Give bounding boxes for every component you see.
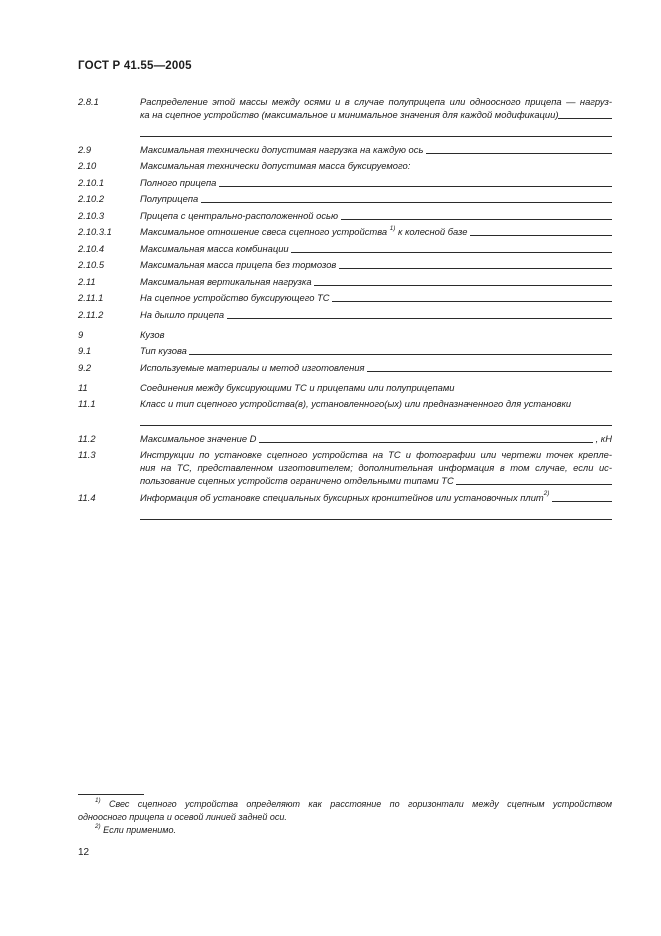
item-text-line: Инструкции по установке сцепного устройства на ТС и фотографии или чертежи точек крепле- <box>140 449 612 460</box>
item-text: Максимальное значение D <box>140 432 260 444</box>
item-number: 2.11.1 <box>78 292 104 303</box>
item-text-line: Распределение этой массы между осями и в случае полуприцепа или одноосного прицепа — нагруз- <box>140 96 612 107</box>
form-item-2.9 <box>78 143 612 156</box>
item-body <box>140 397 612 428</box>
item-body <box>140 381 612 394</box>
item-body <box>140 242 612 255</box>
item-body <box>140 258 612 271</box>
blank-underline <box>426 143 612 154</box>
item-text: Тип кузова <box>140 345 190 356</box>
item-number: 9 <box>78 328 84 340</box>
item-number: 2.10.2 <box>78 193 105 204</box>
item-number: 2.10.1 <box>78 176 105 188</box>
form-item-2.10.2 <box>78 192 612 205</box>
page-number: 12 <box>78 847 90 858</box>
item-body <box>140 344 612 357</box>
blank-underline <box>259 432 593 443</box>
item-body <box>140 308 612 321</box>
blank-underline <box>291 242 612 253</box>
item-body <box>140 291 612 304</box>
form-item-2.10.3.1 <box>78 225 612 238</box>
item-text: Информация об установке специальных буксирных кронштейнов или установочных плит$^{2)}$ <box>140 490 550 503</box>
footnote-line: $^{1)}$ Свес сцепного устройства определяют как расстояние по горизонтали между сцепным устройством <box>95 797 612 809</box>
form-item-9.2 <box>78 361 612 374</box>
item-body <box>140 432 612 445</box>
item-text: Полного прицепа <box>140 176 219 188</box>
item-body <box>140 209 612 222</box>
blank-line-full <box>140 410 612 426</box>
form-item-11.4 <box>78 491 612 522</box>
item-text-line: Класс и тип сцепного устройства(в), установленного(ых) или предназначенного для установки <box>140 398 572 409</box>
superscript-ref: 1) <box>95 797 101 804</box>
item-number: 2.10.5 <box>78 259 105 270</box>
item-text-line: ния на ТС, представленном изготовителем; дополнительная информация в том случае, если ис- <box>140 462 612 473</box>
item-body <box>140 328 612 341</box>
item-body <box>140 225 612 238</box>
item-number: 2.10 <box>78 160 97 171</box>
item-number: 11.1 <box>78 398 96 409</box>
item-body <box>140 143 612 156</box>
form-items-list <box>78 95 612 525</box>
form-item-2.11 <box>78 275 612 288</box>
form-item-2.10 <box>78 159 612 172</box>
blank-underline <box>189 344 612 355</box>
footnotes-list <box>78 798 612 837</box>
item-number: 2.10.4 <box>78 242 105 254</box>
item-body <box>140 95 612 139</box>
item-suffix: , кН <box>592 432 612 444</box>
item-number: 9.1 <box>78 345 92 356</box>
document-header: ГОСТ Р 41.55—2005 <box>78 60 192 72</box>
item-body <box>140 159 612 172</box>
superscript-ref: 1) <box>389 224 396 232</box>
item-number: 2.10.3.1 <box>78 226 112 237</box>
blank-underline <box>219 176 612 187</box>
footnote-line: $^{2)}$ Если применимо. <box>95 823 176 835</box>
item-number: 2.9 <box>78 143 92 155</box>
item-text: На сцепное устройство буксирующего ТС <box>140 292 333 303</box>
item-number: 2.11 <box>78 275 96 287</box>
form-item-11.3 <box>78 448 612 487</box>
blank-underline <box>227 308 612 319</box>
item-body <box>140 491 612 522</box>
item-number: 2.10.3 <box>78 209 105 221</box>
item-text: Кузов <box>140 328 165 340</box>
form-item-2.11.2 <box>78 308 612 321</box>
item-text: пользование сцепных устройств ограничено отдельными типами ТС <box>140 475 457 486</box>
blank-underline <box>456 474 612 485</box>
form-item-9.1 <box>78 344 612 357</box>
footnote-divider <box>78 794 144 795</box>
item-text: Прицепа с центрально-расположенной осью <box>140 209 341 221</box>
item-number: 11.3 <box>78 449 96 460</box>
footnotes-section <box>78 794 612 858</box>
item-text: Полуприцепа <box>140 193 201 204</box>
superscript-ref: 2) <box>543 490 550 498</box>
form-item-9 <box>78 328 612 341</box>
form-item-2.10.1 <box>78 176 612 189</box>
item-text: На дышло прицепа <box>140 308 227 320</box>
item-number: 2.8.1 <box>78 96 99 107</box>
item-text: ка на сцепное устройство (максимальное и минимальное значения для каждой модификации) <box>140 109 559 120</box>
blank-underline <box>367 361 612 372</box>
form-item-2.8.1 <box>78 95 612 139</box>
blank-underline <box>314 275 612 286</box>
blank-underline <box>558 108 612 119</box>
item-body <box>140 448 612 487</box>
form-item-2.10.5 <box>78 258 612 271</box>
item-text: Максимальная технически допустимая масса буксируемого: <box>140 160 411 171</box>
blank-underline <box>470 225 612 236</box>
blank-line-full <box>140 504 612 520</box>
superscript-ref: 2) <box>95 823 101 830</box>
blank-line-full <box>140 121 612 137</box>
form-item-2.10.4 <box>78 242 612 255</box>
item-text: Максимальная вертикальная нагрузка <box>140 275 315 287</box>
form-item-2.11.1 <box>78 291 612 304</box>
blank-underline <box>339 258 612 269</box>
item-text: Максимальная масса комбинации <box>140 242 292 254</box>
blank-underline <box>341 209 612 220</box>
item-number: 11.4 <box>78 491 96 503</box>
item-body <box>140 192 612 205</box>
form-item-2.10.3 <box>78 209 612 222</box>
blank-underline <box>552 491 612 502</box>
item-number: 11.2 <box>78 432 96 444</box>
item-text: Максимальная масса прицепа без тормозов <box>140 259 339 270</box>
form-item-11.2 <box>78 432 612 445</box>
item-text: Максимальная технически допустимая нагрузка на каждую ось <box>140 143 426 155</box>
form-item-11.1 <box>78 397 612 428</box>
item-body <box>140 176 612 189</box>
item-body <box>140 361 612 374</box>
form-item-11 <box>78 381 612 394</box>
item-text: Максимальное отношение свеса сцепного устройства $^{1)}$ к колесной базе <box>140 224 471 237</box>
item-number: 11 <box>78 381 88 393</box>
item-text: Соединения между буксирующими ТС и прицепами или полуприцепами <box>140 381 455 393</box>
footnote-line: одноосного прицепа и осевой линией задней оси. <box>78 812 287 822</box>
item-body <box>140 275 612 288</box>
item-number: 9.2 <box>78 361 92 373</box>
item-text: Используемые материалы и метод изготовления <box>140 361 368 373</box>
blank-underline <box>201 192 612 203</box>
item-number: 2.11.2 <box>78 308 104 320</box>
blank-underline <box>332 291 612 302</box>
